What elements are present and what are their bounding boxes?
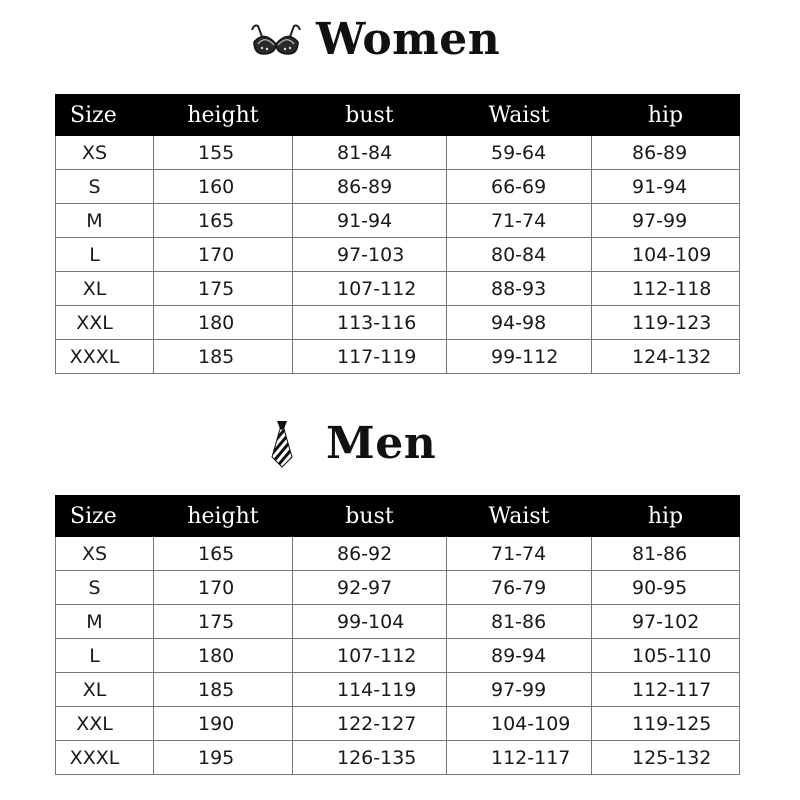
height-cell: 160	[154, 170, 293, 204]
header-size: Size	[56, 496, 154, 537]
hip-cell: 97-99	[592, 204, 740, 238]
height-cell: 155	[154, 136, 293, 170]
table-row	[56, 238, 740, 272]
table-row	[56, 673, 740, 707]
men-section-title	[268, 418, 436, 469]
header-size: Size	[56, 95, 154, 136]
bust-cell: 86-92	[293, 537, 447, 571]
size-cell: XL	[56, 673, 154, 707]
bust-cell: 92-97	[293, 571, 447, 605]
waist-cell: 97-99	[447, 673, 592, 707]
hip-cell: 81-86	[592, 537, 740, 571]
table-row	[56, 571, 740, 605]
height-cell: 185	[154, 340, 293, 374]
height-cell: 185	[154, 673, 293, 707]
table-row	[56, 537, 740, 571]
header-hip: hip	[592, 496, 740, 537]
bust-cell: 114-119	[293, 673, 447, 707]
size-cell: S	[56, 571, 154, 605]
waist-cell: 71-74	[447, 537, 592, 571]
waist-cell: 99-112	[447, 340, 592, 374]
waist-cell: 112-117	[447, 741, 592, 775]
table-row	[56, 639, 740, 673]
waist-cell: 88-93	[447, 272, 592, 306]
waist-cell: 76-79	[447, 571, 592, 605]
bra-icon	[248, 20, 304, 60]
height-cell: 165	[154, 537, 293, 571]
waist-cell: 80-84	[447, 238, 592, 272]
bust-cell: 126-135	[293, 741, 447, 775]
size-cell: M	[56, 605, 154, 639]
hip-cell: 124-132	[592, 340, 740, 374]
height-cell: 165	[154, 204, 293, 238]
table-row	[56, 306, 740, 340]
bust-cell: 107-112	[293, 272, 447, 306]
size-cell: XXXL	[56, 741, 154, 775]
waist-cell: 104-109	[447, 707, 592, 741]
men-size-table	[55, 495, 740, 775]
hip-cell: 125-132	[592, 741, 740, 775]
size-cell: XS	[56, 136, 154, 170]
waist-cell: 66-69	[447, 170, 592, 204]
size-cell: L	[56, 639, 154, 673]
bust-cell: 97-103	[293, 238, 447, 272]
size-cell: M	[56, 204, 154, 238]
women-title-label: Women	[316, 14, 501, 65]
men-title-label: Men	[326, 418, 437, 469]
size-cell: S	[56, 170, 154, 204]
waist-cell: 59-64	[447, 136, 592, 170]
height-cell: 180	[154, 639, 293, 673]
header-waist: Waist	[447, 496, 592, 537]
hip-cell: 105-110	[592, 639, 740, 673]
height-cell: 175	[154, 272, 293, 306]
table-row	[56, 170, 740, 204]
table-row	[56, 272, 740, 306]
waist-cell: 89-94	[447, 639, 592, 673]
women-section-title	[248, 14, 500, 65]
header-height: height	[154, 95, 293, 136]
women-size-table	[55, 94, 740, 374]
header-hip: hip	[592, 95, 740, 136]
bust-cell: 99-104	[293, 605, 447, 639]
hip-cell: 112-117	[592, 673, 740, 707]
hip-cell: 91-94	[592, 170, 740, 204]
hip-cell: 90-95	[592, 571, 740, 605]
size-cell: XXXL	[56, 340, 154, 374]
table-header-row	[56, 95, 740, 136]
table-header-row	[56, 496, 740, 537]
hip-cell: 97-102	[592, 605, 740, 639]
table-row	[56, 605, 740, 639]
hip-cell: 119-125	[592, 707, 740, 741]
header-height: height	[154, 496, 293, 537]
height-cell: 170	[154, 571, 293, 605]
tie-icon	[268, 419, 296, 469]
table-row	[56, 204, 740, 238]
bust-cell: 81-84	[293, 136, 447, 170]
height-cell: 180	[154, 306, 293, 340]
size-cell: XS	[56, 537, 154, 571]
size-cell: L	[56, 238, 154, 272]
header-waist: Waist	[447, 95, 592, 136]
hip-cell: 112-118	[592, 272, 740, 306]
bust-cell: 122-127	[293, 707, 447, 741]
height-cell: 175	[154, 605, 293, 639]
height-cell: 190	[154, 707, 293, 741]
height-cell: 195	[154, 741, 293, 775]
bust-cell: 86-89	[293, 170, 447, 204]
hip-cell: 104-109	[592, 238, 740, 272]
table-row	[56, 340, 740, 374]
height-cell: 170	[154, 238, 293, 272]
header-bust: bust	[293, 95, 447, 136]
waist-cell: 94-98	[447, 306, 592, 340]
table-row	[56, 136, 740, 170]
hip-cell: 86-89	[592, 136, 740, 170]
hip-cell: 119-123	[592, 306, 740, 340]
bust-cell: 107-112	[293, 639, 447, 673]
bust-cell: 113-116	[293, 306, 447, 340]
table-row	[56, 741, 740, 775]
size-cell: XXL	[56, 306, 154, 340]
waist-cell: 71-74	[447, 204, 592, 238]
size-cell: XL	[56, 272, 154, 306]
table-row	[56, 707, 740, 741]
waist-cell: 81-86	[447, 605, 592, 639]
bust-cell: 91-94	[293, 204, 447, 238]
header-bust: bust	[293, 496, 447, 537]
bust-cell: 117-119	[293, 340, 447, 374]
size-cell: XXL	[56, 707, 154, 741]
